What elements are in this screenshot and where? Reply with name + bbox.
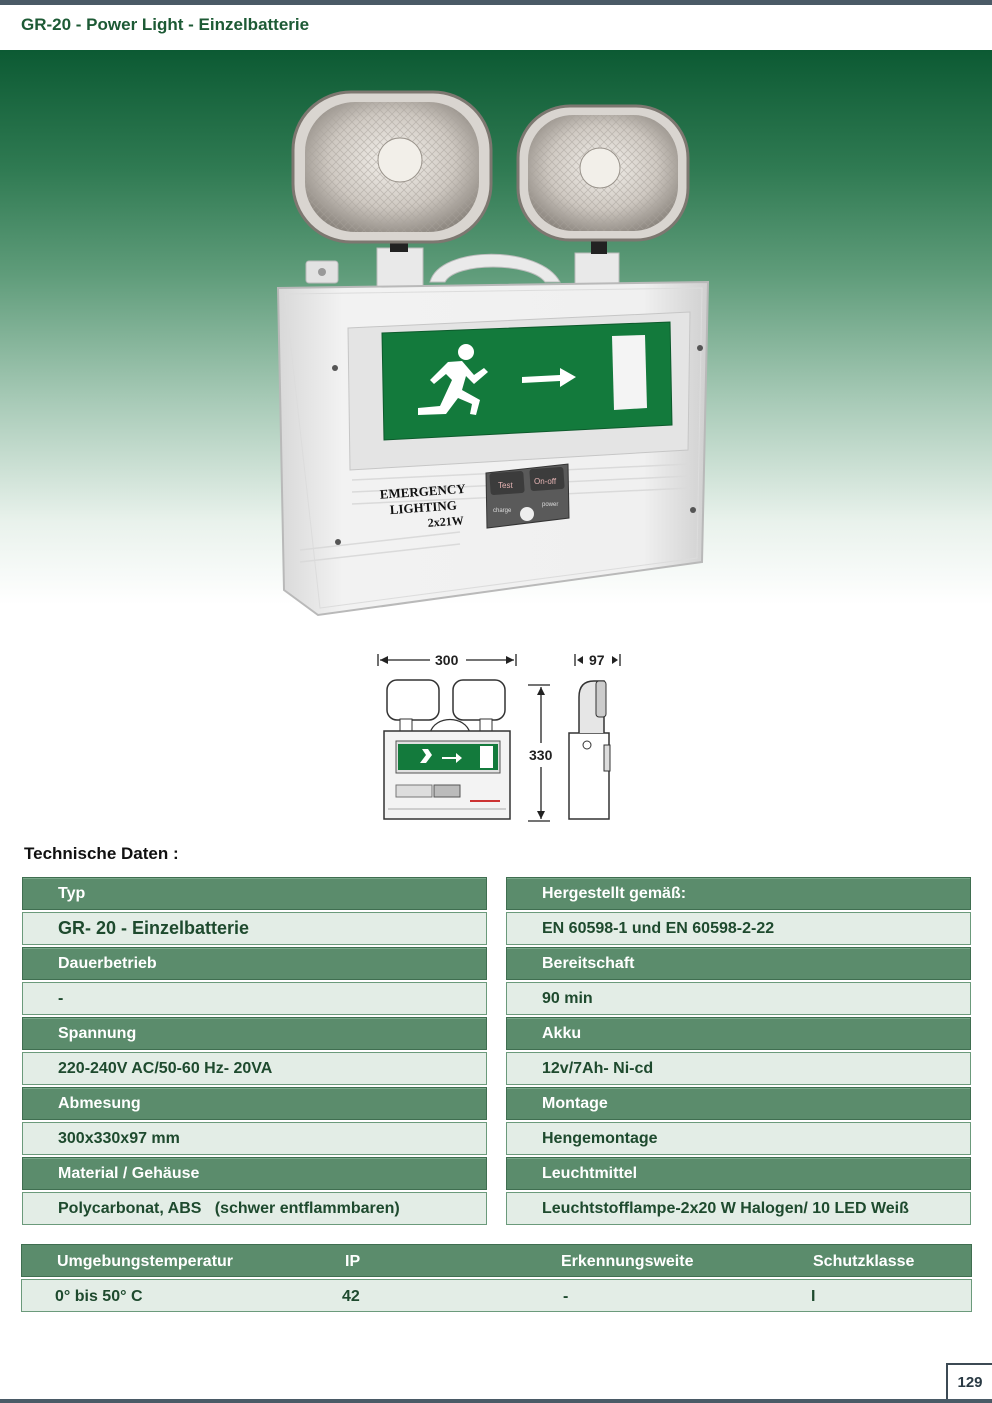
cell-erkennungsweite: - — [563, 1288, 569, 1305]
col-header-erkennungsweite: Erkennungsweite — [561, 1253, 694, 1270]
page-title: GR-20 - Power Light - Einzelbatterie — [21, 15, 310, 34]
technical-data-heading: Technische Daten : — [24, 844, 179, 863]
spec-value-dauerbetrieb: - — [22, 982, 487, 1015]
spec-label-typ: Typ — [22, 877, 487, 910]
cell-schutzklasse: I — [811, 1288, 816, 1305]
housing-label-2: LIGHTING — [389, 497, 458, 518]
spec-label-hergestellt: Hergestellt gemäß: — [506, 877, 971, 910]
carry-handle — [430, 254, 560, 282]
cell-ip: 42 — [342, 1288, 360, 1305]
spec-value-bereitschaft: 90 min — [506, 982, 971, 1015]
environment-table-header — [21, 1244, 972, 1277]
spec-value-akku: 12v/7Ah- Ni-cd — [506, 1052, 971, 1085]
test-button-label: Test — [498, 481, 513, 490]
dim-depth: 97 — [589, 652, 605, 668]
bottom-rule — [0, 1399, 992, 1403]
dimension-drawing — [360, 645, 640, 830]
product-hero — [0, 50, 992, 640]
spec-value-spannung: 220-240V AC/50-60 Hz- 20VA — [22, 1052, 487, 1085]
exit-sign — [382, 322, 672, 440]
spec-value-montage: Hengemontage — [506, 1122, 971, 1155]
spec-label-akku: Akku — [506, 1017, 971, 1050]
top-rule — [0, 0, 992, 5]
lamp-stem-left — [377, 248, 423, 288]
spec-value-abmesung: 300x330x97 mm — [22, 1122, 487, 1155]
page-number: 129 — [946, 1363, 992, 1401]
col-header-schutzklasse: Schutzklasse — [813, 1253, 915, 1270]
environment-table — [21, 1244, 972, 1312]
spec-label-leuchtmittel: Leuchtmittel — [506, 1157, 971, 1190]
spec-value-typ: GR- 20 - Einzelbatterie — [22, 912, 487, 945]
cell-umgebungstemperatur: 0° bis 50° C — [55, 1288, 143, 1305]
spec-column-right — [506, 877, 971, 1227]
onoff-button-label: On-off — [534, 477, 557, 486]
power-led-label: power — [542, 502, 559, 508]
spec-label-dauerbetrieb: Dauerbetrieb — [22, 947, 487, 980]
control-panel — [486, 464, 569, 528]
housing-label-3: 2x21W — [427, 513, 465, 530]
dim-width: 300 — [435, 652, 459, 668]
spec-label-material: Material / Gehäuse — [22, 1157, 487, 1190]
spec-label-montage: Montage — [506, 1087, 971, 1120]
spec-label-bereitschaft: Bereitschaft — [506, 947, 971, 980]
col-header-umgebungstemperatur: Umgebungstemperatur — [57, 1253, 234, 1270]
environment-table-row — [21, 1279, 972, 1312]
lamp-head-right — [518, 106, 688, 240]
dim-height: 330 — [529, 747, 553, 763]
spec-label-spannung: Spannung — [22, 1017, 487, 1050]
housing-label-1: EMERGENCY — [379, 480, 467, 502]
spec-value-leuchtmittel: Leuchtstofflampe-2x20 W Halogen/ 10 LED Weiß — [506, 1192, 971, 1225]
spec-label-abmesung: Abmesung — [22, 1087, 487, 1120]
spec-value-material: Polycarbonat, ABS (schwer entflammbaren) — [22, 1192, 487, 1225]
lamp-head-left — [293, 92, 491, 242]
spec-value-hergestellt: EN 60598-1 und EN 60598-2-22 — [506, 912, 971, 945]
product-photo — [0, 50, 992, 640]
col-header-ip: IP — [345, 1253, 361, 1270]
charge-led-label: charge — [493, 508, 512, 514]
spec-column-left — [22, 877, 487, 1227]
